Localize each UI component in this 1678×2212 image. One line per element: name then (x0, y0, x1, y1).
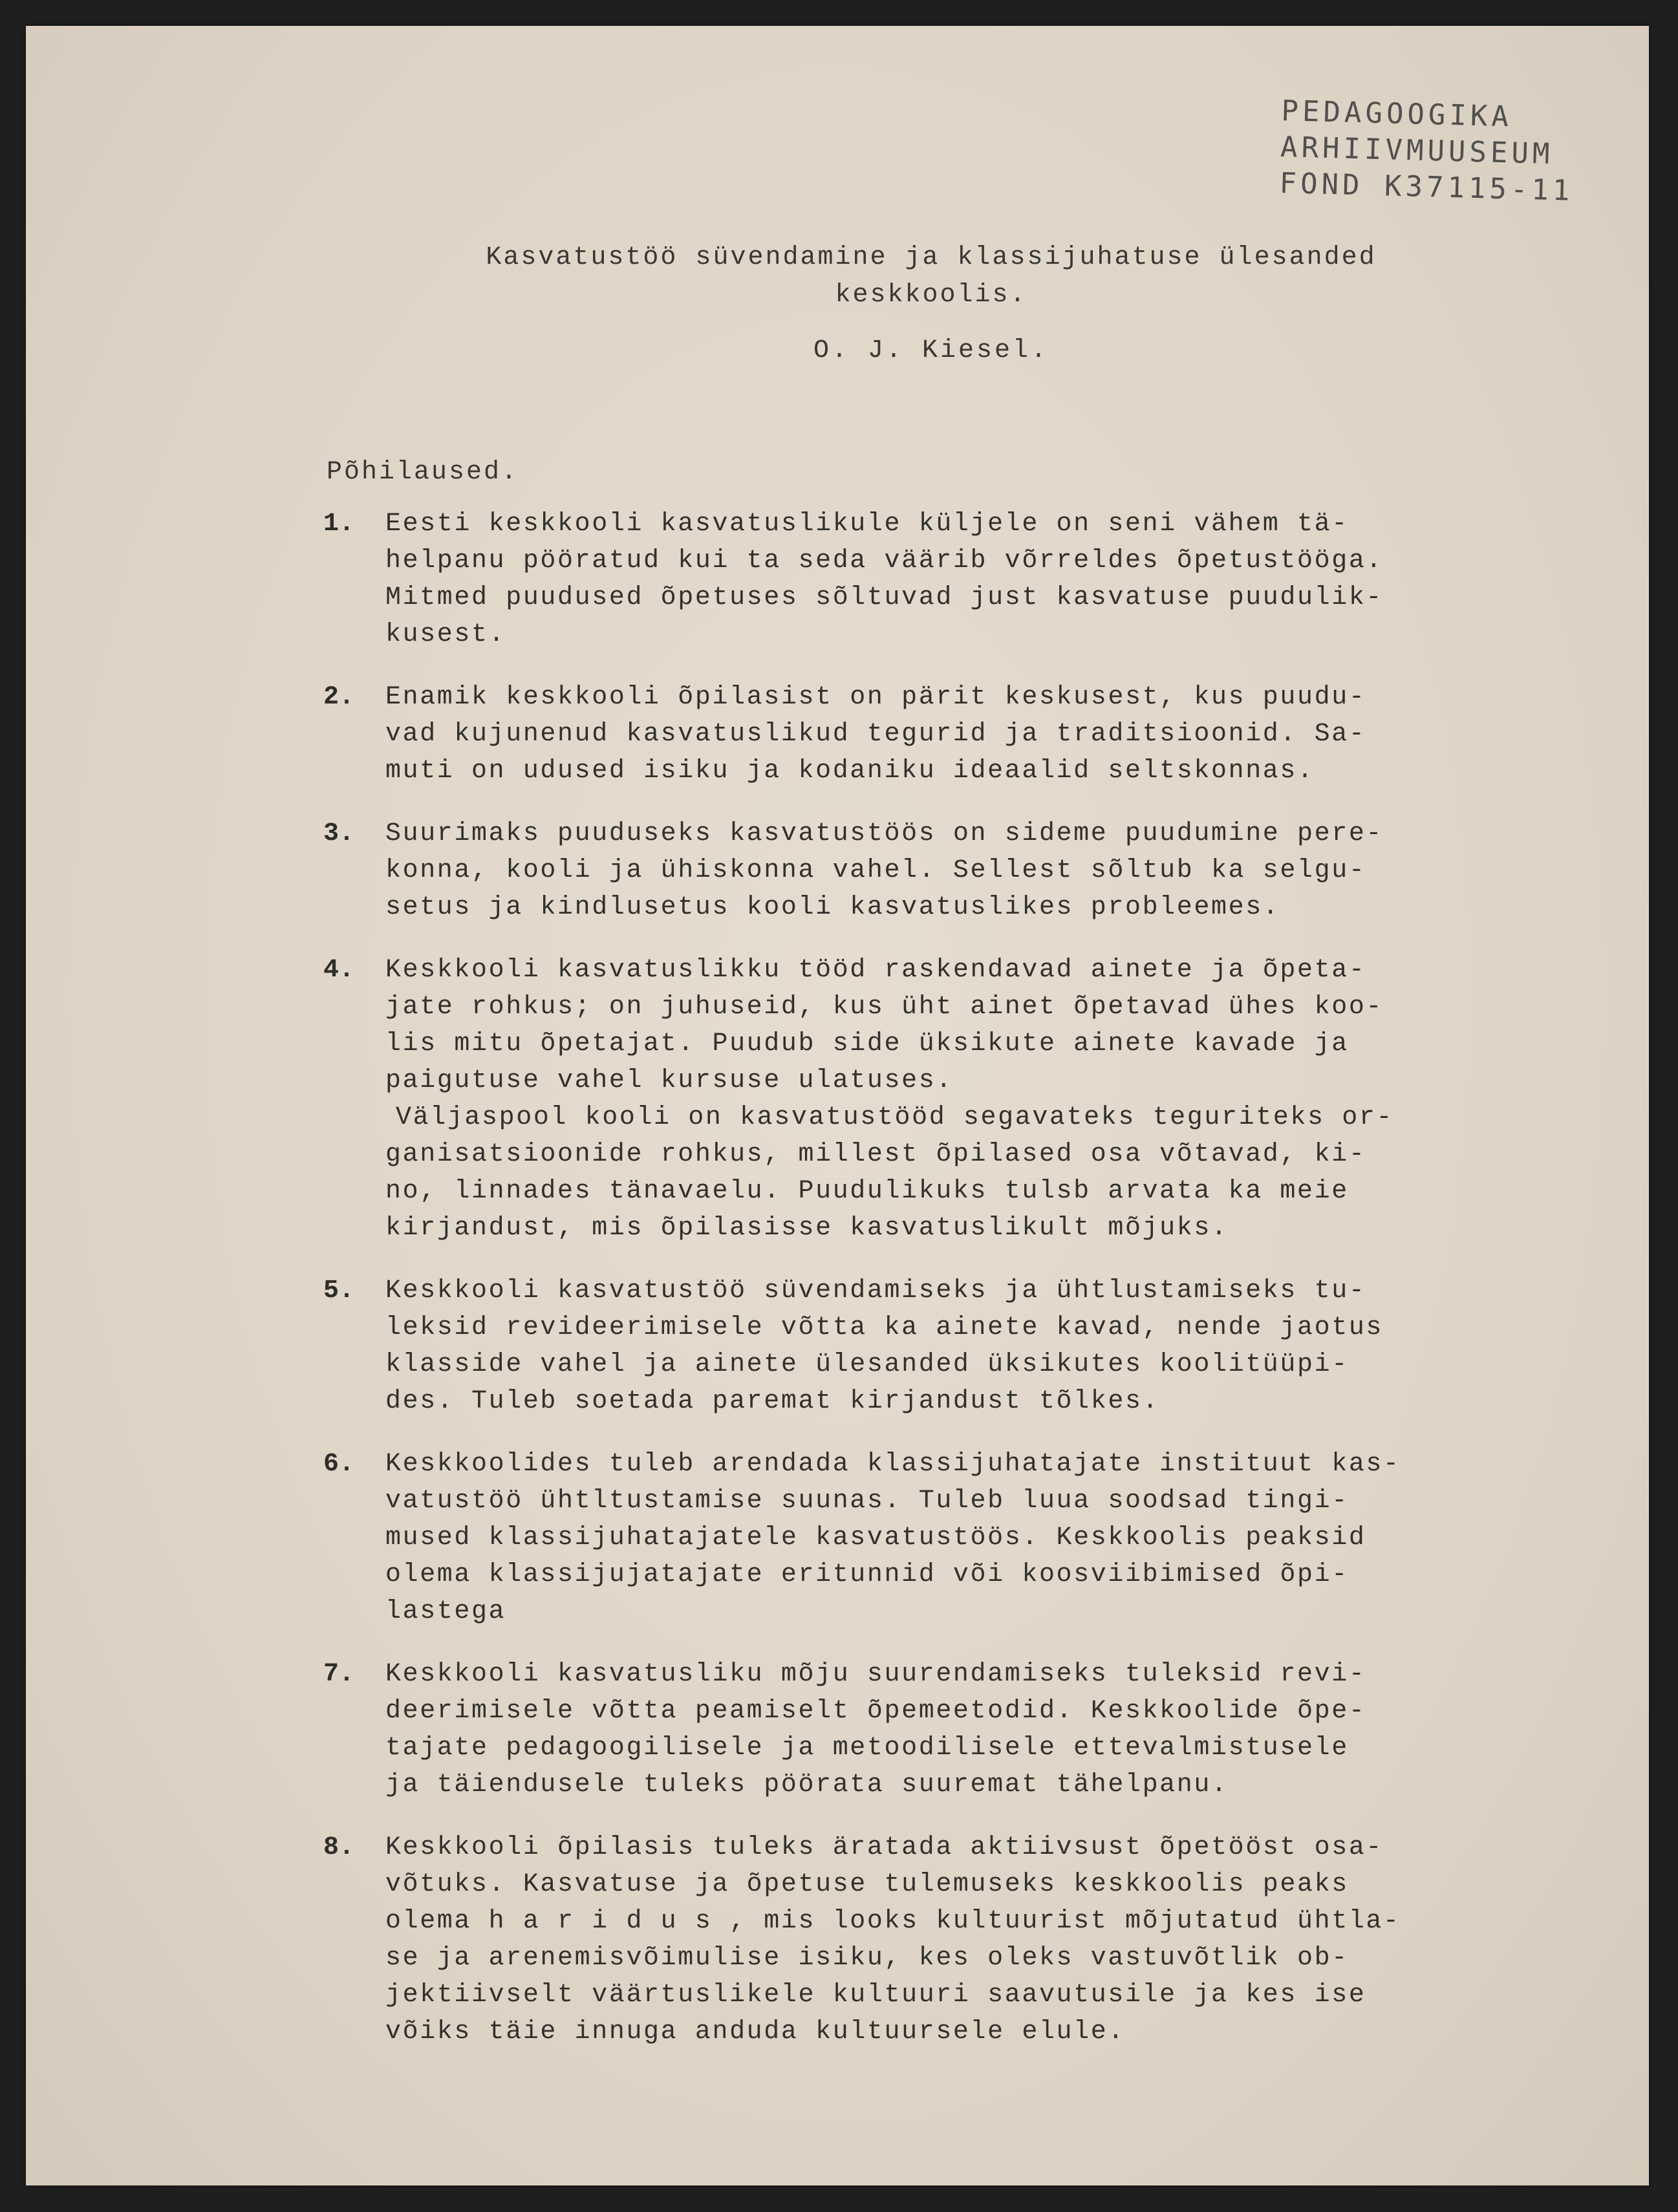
list-item (323, 815, 1578, 926)
document-page (26, 26, 1649, 2185)
title-line: Kasvatustöö süvendamine ja klassijuhatuse ülesanded (486, 243, 1377, 272)
item-text (385, 1272, 1578, 1420)
text-line: Keskkooli kasvatusliku mõju suurendamiseks tuleksid revi- (385, 1660, 1366, 1689)
text-line: Keskkooli õpilasis tuleks äratada aktiivsust õpetööst osa- (385, 1833, 1384, 1862)
item-number: 6. (323, 1450, 355, 1479)
text-line: jektiivselt väärtuslikele kultuuri saavutusile ja kes ise (385, 1981, 1366, 2010)
text-line: se ja arenemisvõimulise isiku, kes oleks vastuvõtlik ob- (385, 1944, 1349, 1973)
text-line: Enamik keskkooli õpilasist on pärit keskusest, kus puudu- (385, 683, 1366, 712)
list-item (323, 506, 1578, 653)
list-item (323, 952, 1578, 1247)
text-line: Eesti keskkooli kasvatuslikule küljele on seni vähem tä- (385, 510, 1349, 539)
document-title (375, 239, 1487, 314)
text-line: leksid revideerimisele võtta ka ainete kavad, nende jaotus (385, 1313, 1384, 1342)
stamp-line: FOND K37115-11 (1278, 166, 1575, 208)
text-line: des. Tuleb soetada paremat kirjandust tõlkes. (385, 1387, 1160, 1416)
item-number: 7. (323, 1660, 355, 1689)
text-line: Mitmed puudused õpetuses sõltuvad just kasvatuse puudulik- (385, 583, 1384, 612)
item-text (385, 506, 1578, 653)
item-text (385, 815, 1578, 926)
text-line: Väljaspool kooli on kasvatustööd segavateks teguriteks or- (396, 1103, 1394, 1132)
text-line: lis mitu õpetajat. Puudub side üksikute ainete kavade ja (385, 1029, 1349, 1058)
list-item (323, 679, 1578, 789)
list-item (323, 1829, 1578, 2050)
text-line: Keskkoolides tuleb arendada klassijuhatajate instituut kas- (385, 1450, 1401, 1479)
item-number: 1. (323, 510, 355, 539)
text-line: kusest. (385, 620, 506, 649)
item-number: 3. (323, 819, 355, 848)
numbered-list (323, 506, 1578, 2076)
item-text (385, 1656, 1578, 1803)
text-line: kirjandust, mis õpilasisse kasvatuslikult mõjuks. (385, 1214, 1229, 1243)
text-line: olema h a r i d u s , mis looks kultuurist mõjutatud ühtla- (385, 1907, 1401, 1936)
text-line: Suurimaks puuduseks kasvatustöös on sideme puudumine pere- (385, 819, 1384, 848)
text-line: võtuks. Kasvatuse ja õpetuse tulemuseks keskkoolis peaks (385, 1870, 1349, 1899)
item-number: 4. (323, 956, 355, 985)
text-line: deerimisele võtta peamiselt õpemeetodid. Keskkoolide õpe- (385, 1697, 1366, 1726)
text-line: klasside vahel ja ainete ülesanded üksikutes koolitüüpi- (385, 1350, 1349, 1379)
item-text (385, 1829, 1578, 2050)
text-line: Keskkooli kasvatustöö süvendamiseks ja ühtlustamiseks tu- (385, 1276, 1366, 1305)
section-heading: Põhilaused. (327, 458, 519, 487)
text-line: vad kujunenud kasvatuslikud tegurid ja traditsioonid. Sa- (385, 720, 1366, 749)
text-line: helpanu pööratud kui ta seda väärib võrreldes õpetustööga. (385, 546, 1384, 575)
stamp-line: PEDAGOOGIKA (1280, 94, 1513, 134)
text-line: võiks täie innuga anduda kultuursele elule. (385, 2017, 1125, 2046)
archive-stamp (1279, 93, 1579, 209)
item-text (385, 1446, 1578, 1630)
list-item (323, 1272, 1578, 1420)
text-line: tajate pedagoogilisele ja metoodilisele ettevalmistusele (385, 1734, 1349, 1763)
text-line: mused klassijuhatajatele kasvatustöös. Keskkoolis peaksid (385, 1523, 1366, 1552)
text-line: Keskkooli kasvatuslikku tööd raskendavad ainete ja õpeta- (385, 956, 1366, 985)
item-number: 5. (323, 1276, 355, 1305)
text-line: ja täiendusele tuleks pöörata suuremat tähelpanu. (385, 1770, 1229, 1799)
text-line: jate rohkus; on juhuseid, kus üht ainet õpetavad ühes koo- (385, 993, 1384, 1022)
text-line: paigutuse vahel kursuse ulatuses. (385, 1066, 953, 1095)
text-line: olema klassijujatajate eritunnid või koosviibimised õpi- (385, 1560, 1349, 1589)
item-text (385, 679, 1578, 789)
text-line: muti on udused isiku ja kodaniku ideaalid seltskonnas. (385, 757, 1315, 786)
item-number: 2. (323, 683, 355, 712)
author: O. J. Kiesel. (813, 336, 1049, 365)
stamp-line: ARHIIVMUUSEUM (1280, 130, 1554, 171)
list-item (323, 1656, 1578, 1803)
title-line: keskkoolis. (835, 281, 1027, 310)
item-number: 8. (323, 1833, 355, 1862)
text-line: ganisatsioonide rohkus, millest õpilased osa võtavad, ki- (385, 1140, 1366, 1169)
text-line: no, linnades tänavaelu. Puudulikuks tulsb arvata ka meie (385, 1177, 1349, 1206)
text-line: setus ja kindlusetus kooli kasvatuslikes probleemes. (385, 893, 1280, 922)
list-item (323, 1446, 1578, 1630)
text-line: lastega (385, 1597, 506, 1626)
item-text (385, 952, 1578, 1247)
text-line: konna, kooli ja ühiskonna vahel. Sellest sõltub ka selgu- (385, 856, 1366, 885)
text-line: vatustöö ühtltustamise suunas. Tuleb luua soodsad tingi- (385, 1487, 1349, 1516)
